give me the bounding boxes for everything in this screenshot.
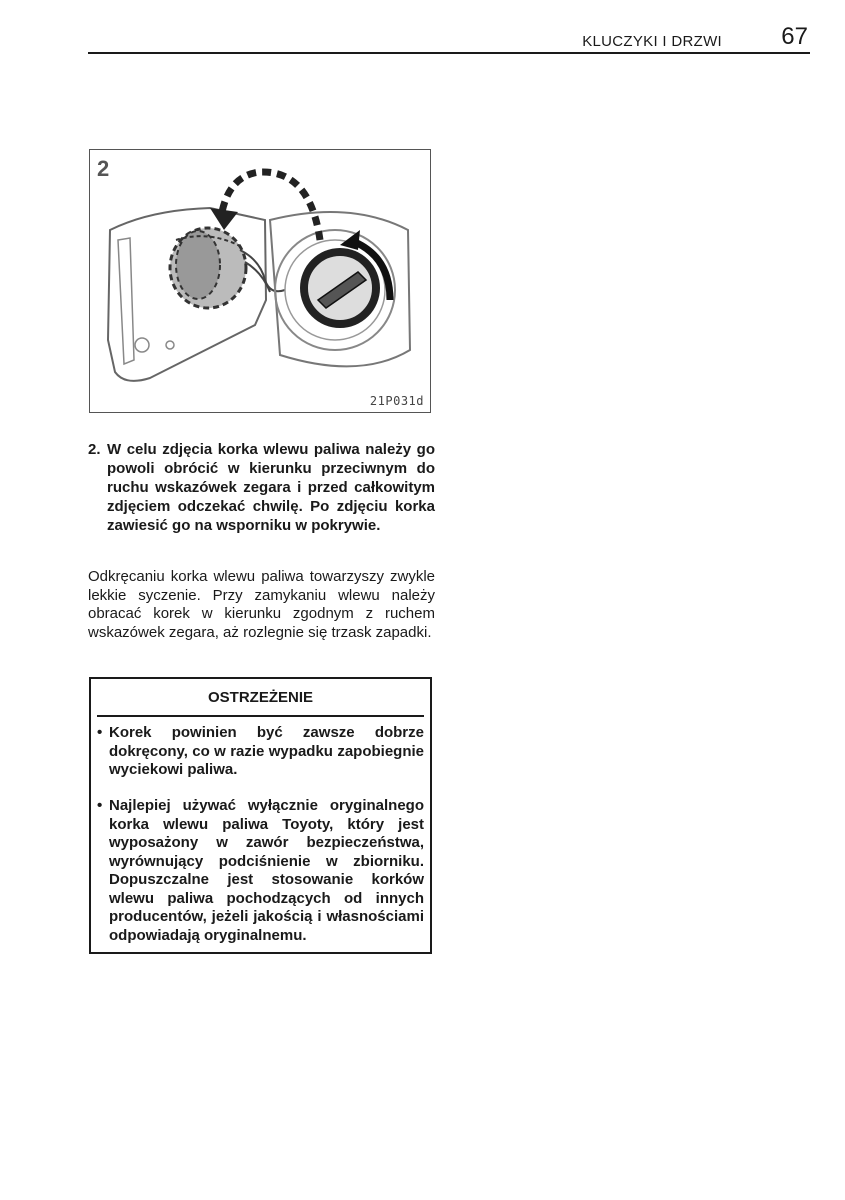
step-2 <box>88 440 435 535</box>
step-text: W celu zdjęcia korka wlewu paliwa należy go powoli obrócić w kierunku przeciwnym do ruchu wskazówek zegara i przed całkowitym zdjęciem odczekać chwilę. Po zdjęciu korka zawiesić go na wsporniku w pokrywie. <box>107 441 435 534</box>
figure-number: 2 <box>97 156 110 181</box>
warning-item-text: Korek powinien być zawsze dobrze dokręcony, co w razie wypadku zapobiegnie wyciekowi paliwa. <box>109 724 424 778</box>
figure-code: 21P031d <box>369 394 424 408</box>
page-header <box>88 24 810 54</box>
warning-title: OSTRZEŻENIE <box>207 689 313 706</box>
warning-divider <box>97 715 424 717</box>
figure-fuel-cap <box>89 149 431 413</box>
page-number: 67 <box>781 23 808 50</box>
section-title: KLUCZYKI I DRZWI <box>582 33 722 50</box>
note-paragraph: Odkręcaniu korka wlewu paliwa towarzyszy zwykle lekkie syczenie. Przy zamykaniu wlewu należy obracać korek w kierunku zgodnym z ruchem wskazówek zegara, aż rozlegnie się trzask zapadki. <box>88 568 435 641</box>
warning-item-text: Najlepiej używać wyłącznie oryginalnego korka wlewu paliwa Toyoty, który jest wyposażony w zawór bezpieczeństwa, wyrównujący podciśnienie w zbiorniku. Dopuszczalne jest stosowanie korków wlewu paliwa pochodzących od innych producentów, jeżeli jakością i własnościami odpowiadają oryginalnemu. <box>109 797 424 944</box>
bullet: • <box>97 797 103 814</box>
hanging-cap <box>170 228 246 308</box>
filler-cap <box>300 248 380 328</box>
warning-box <box>89 677 432 954</box>
warning-item <box>97 797 424 945</box>
step-number: 2. <box>88 441 101 458</box>
fuel-cap-removal-illustration <box>90 150 431 413</box>
bullet: • <box>97 724 103 741</box>
warning-item <box>97 724 424 780</box>
